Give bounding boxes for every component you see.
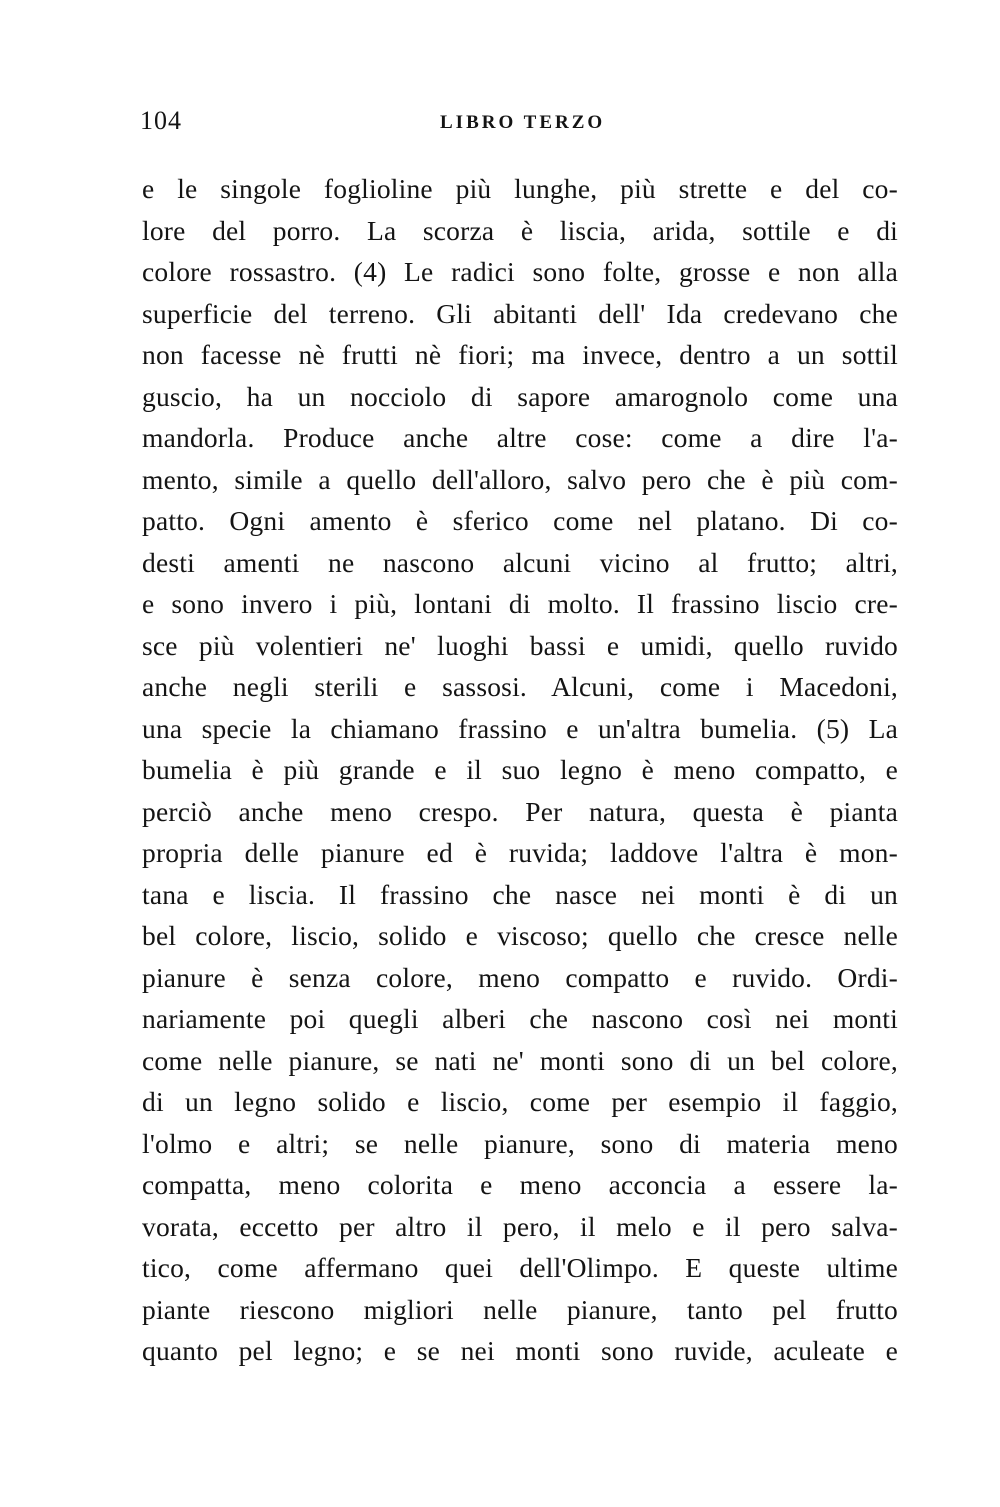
- text-line: nariamente poi quegli alberi che nascono così nei monti: [142, 1003, 898, 1034]
- text-line: non facesse nè frutti nè fiori; ma invece, dentro a un sottil: [142, 339, 898, 370]
- text-line: una specie la chiamano frassino e un'altra bumelia. (5) La: [142, 712, 898, 744]
- text-line: tana e liscia. Il frassino che nasce nei monti è di un: [142, 878, 898, 910]
- page-number: 104: [140, 106, 182, 135]
- text-line: sce più volentieri ne' luoghi bassi e umidi, quello ruvido: [142, 629, 898, 661]
- text-line: superficie del terreno. Gli abitanti dell' Ida credevano che: [142, 297, 898, 329]
- text-line: anche negli sterili e sassosi. Alcuni, come i Macedoni,: [142, 671, 898, 702]
- text-line: compatta, meno colorita e meno acconcia a essere la-: [142, 1169, 898, 1200]
- text-line: propria delle pianure ed è ruvida; laddove l'altra è mon-: [142, 837, 898, 868]
- running-title: LIBRO TERZO: [440, 112, 606, 133]
- text-line: bel colore, liscio, solido e viscoso; quello che cresce nelle: [142, 920, 898, 951]
- text-line: quanto pel legno; e se nei monti sono ruvide, aculeate e: [142, 1335, 898, 1366]
- text-line: tico, come affermano quei dell'Olimpo. E queste ultime: [142, 1252, 898, 1283]
- text-line: mento, simile a quello dell'alloro, salvo pero che è più com-: [142, 463, 898, 495]
- text-line: come nelle pianure, se nati ne' monti sono di un bel colore,: [142, 1044, 898, 1076]
- text-line: patto. Ogni amento è sferico come nel platano. Di co-: [142, 505, 898, 536]
- text-line: guscio, ha un nocciolo di sapore amarognolo come una: [142, 380, 898, 412]
- text-line: piante riescono migliori nelle pianure, tanto pel frutto: [142, 1293, 898, 1325]
- body-text: [142, 168, 898, 1372]
- running-head: [140, 106, 900, 146]
- text-line: desti amenti ne nascono alcuni vicino al frutto; altri,: [142, 546, 898, 578]
- text-line: lore del porro. La scorza è liscia, arida, sottile e di: [142, 214, 898, 246]
- text-line: l'olmo e altri; se nelle pianure, sono di materia meno: [142, 1127, 898, 1159]
- text-line: e le singole foglioline più lunghe, più strette e del co-: [142, 173, 898, 204]
- text-line: vorata, eccetto per altro il pero, il melo e il pero salva-: [142, 1210, 898, 1242]
- text-line: bumelia è più grande e il suo legno è meno compatto, e: [142, 754, 898, 785]
- text-line: colore rossastro. (4) Le radici sono folte, grosse e non alla: [142, 256, 898, 287]
- text-line: pianure è senza colore, meno compatto e ruvido. Ordi-: [142, 961, 898, 993]
- text-line: perciò anche meno crespo. Per natura, questa è pianta: [142, 795, 898, 827]
- text-line: di un legno solido e liscio, come per esempio il faggio,: [142, 1086, 898, 1117]
- text-line: mandorla. Produce anche altre cose: come a dire l'a-: [142, 422, 898, 453]
- text-line: e sono invero i più, lontani di molto. Il frassino liscio cre-: [142, 588, 898, 619]
